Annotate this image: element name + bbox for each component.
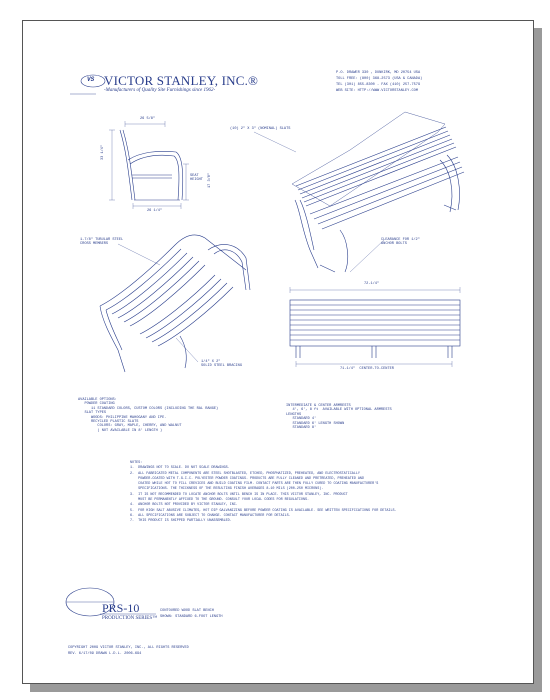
- logo-letters: VS: [87, 76, 95, 83]
- front-elevation: [290, 287, 460, 367]
- side-view: [109, 121, 189, 209]
- dim-center-to-center: 71-1/4" CENTER-TO-CENTER: [340, 367, 394, 371]
- dim-depth: 26 1/4": [147, 209, 163, 213]
- dim-height: 33 1/4": [101, 144, 105, 160]
- isometric-view: [254, 112, 464, 272]
- dim-seat-height: SEAT HEIGHT: [190, 174, 203, 183]
- notes: NOTES: 1. DRAWINGS NOT TO SCALE. DO NOT SCALE DRAWINGS. 2. ALL FABRICATED METAL COMPONENTS ARE STEEL SHOTBLASTED, ETCHED, PHOSPHATIZED, PREHEATED, AND ELECTROSTATICALLY POWDER-COATED WITH T.G.I.C. POLYESTER POWDER COATINGS. PRODUCTS ARE FULLY CLEANED AND PRETREATED, PREHEATED AND COATED WHILE HOT TO FILL CREVICES AND BUILD COATING FILM. CONTACT PARTS ARE THEN FULLY CURED TO COATING MANUFACTURER'S SPECIFICATIONS. THE THICKNESS OF THE RESULTING FINISH AVERAGES 8-10 MILS (200-250 MICRONS). 3. IT IS NOT RECOMMENDED TO LOCATE ANCHOR BOLTS UNTIL BENCH IS IN PLACE. THIS VICTOR STANLEY, INC. PRODUCT MUST BE PERMANENTLY AFFIXED TO THE GROUND. CONSULT YOUR LOCAL CODES FOR REGULATIONS. 4. ANCHOR BOLTS NOT PROVIDED BY VICTOR STANLEY, INC. 5. FOR HIGH SALT ABUSIVE CLIMATES, HOT DIP GALVANIZING BEFORE POWDER COATING IS AVAILABLE. SEE WRITTEN SPECIFICATIONS FOR DETAILS. 6. ALL SPECIFICATIONS ARE SUBJECT TO CHANGE. CONTACT MANUFACTURER FOR DETAILS. 7. THIS PRODUCT IS SHIPPED PARTIALLY UNASSEMBLED.: [130, 461, 397, 524]
- contact-line-2: TOLL FREE: (800) 368-2573 (USA & CANADA): [336, 77, 423, 81]
- product-shown: SHOWN: STANDARD 6-FOOT LENGTH: [160, 615, 223, 619]
- company-tagline: -Manufacturers of Quality Site Furnishings since 1962-: [104, 88, 216, 93]
- company-name: VICTOR STANLEY, INC.®: [104, 73, 259, 88]
- product-series: PRODUCTION SERIES™: [102, 616, 158, 621]
- perspective-view: [100, 235, 250, 372]
- callout-tubular: 1-7/8" TUBULAR STEEL CROSS MEMBERS: [80, 238, 124, 247]
- lengths-info: INTERMEDIATE & CENTER ARMRESTS 4', 6', 8 ft AVAILABLE WITH OPTIONAL ARMRESTS LENGTHS STANDARD 4' STANDARD 6' LENGTH SHOWN STANDARD 8': [286, 404, 392, 431]
- contact-line-1: P.O. DRAWER 330 , DUNKIRK, MD 20754 USA: [336, 71, 421, 75]
- dim-overall-length: 72-1/4": [364, 282, 380, 286]
- product-code: PRS-10: [102, 601, 140, 615]
- copyright: COPYRIGHT 2009 VICTOR STANLEY, INC., ALL RIGHTS RESERVED: [68, 646, 189, 650]
- dim-seat-height-value: 17 3/8": [208, 172, 212, 188]
- callout-slats: (10) 2" X 3" (NOMINAL) SLATS: [230, 127, 291, 131]
- available-options: AVAILABLE OPTIONS: POWDER COATING 11 STANDARD COLORS, CUSTOM COLORS (INCLUDING THE RAL RANGE) SLAT TYPES WOODS: PHILIPPINE MAHOGANY AND IPE. RECYCLED PLASTIC SLATS COLORS: GRAY, MAPLE, CHERRY, AND WALNUT ( NOT AVAILABLE IN 8' LENGTH ): [78, 398, 219, 433]
- revision: REV. 6/17/09 DRAWN L.D.L. 2006-694: [68, 652, 142, 656]
- contact-line-4: WEB SITE: HTTP://WWW.VICTORSTANLEY.COM: [336, 89, 418, 93]
- product-description: CONTOURED WOOD SLAT BENCH: [160, 609, 214, 613]
- callout-clearance: CLEARANCE FOR 1/2" ANCHOR BOLTS: [381, 238, 420, 247]
- dim-top-width: 26 5/8": [140, 117, 156, 121]
- contact-line-3: TEL (301) 855-8300 - FAX (410) 257-7579: [336, 83, 421, 87]
- callout-bracing: 1/4" X 2" SOLID STEEL BRACING: [201, 360, 242, 369]
